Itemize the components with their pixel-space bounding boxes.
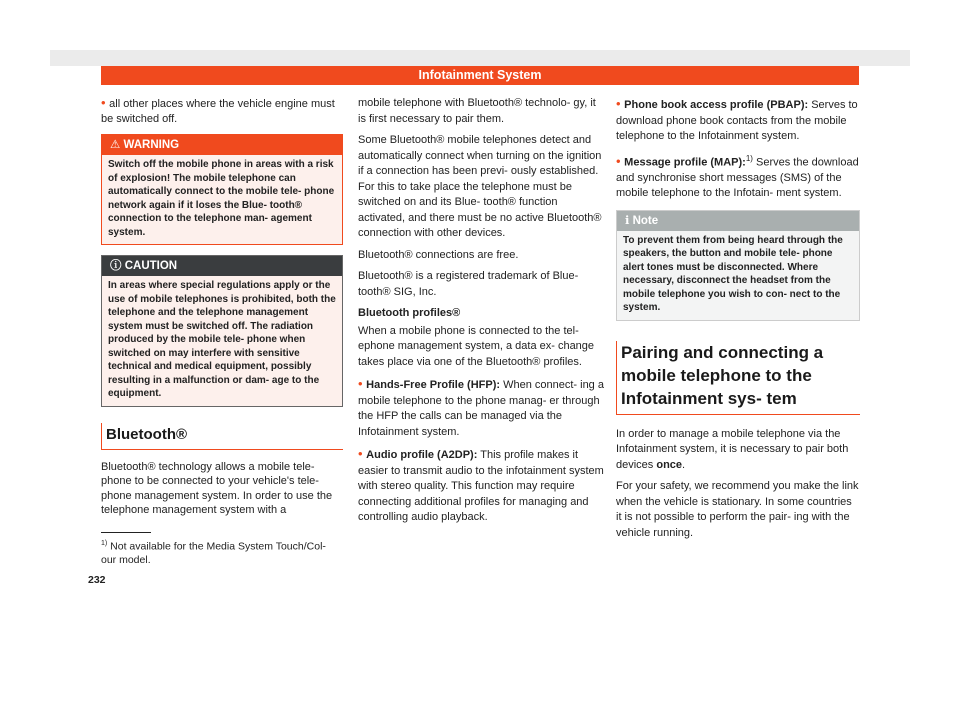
subheading-profiles: Bluetooth profiles® xyxy=(358,307,461,319)
column-3 xyxy=(616,96,860,547)
bullet-item: • all other places where the vehicle engine must be switched off. xyxy=(101,95,335,125)
heading-pairing: Pairing and connecting a mobile telephone to the Infotainment sys- tem xyxy=(616,341,860,415)
section-header: Infotainment System xyxy=(101,66,859,85)
bullet-item-map: • Message profile (MAP):$^{1)}$ Serves the download and synchronise short messages (SMS) of the mobile telephone to the Infotain- ment system. xyxy=(616,153,859,200)
bullet-icon: • xyxy=(616,153,625,169)
bullet-icon: • xyxy=(616,96,625,111)
paragraph: Bluetooth® technology allows a mobile tele- phone to be connected to your vehicle's tele- phone management system. In order to use the telephone management system with a xyxy=(101,460,333,516)
caution-circle-icon: ⓘ xyxy=(110,260,125,272)
caution-box xyxy=(101,255,343,407)
warning-box xyxy=(101,134,343,245)
paragraph: For your safety, we recommend you make the link when the vehicle is stationary. In some countries it is not possible to perform the pair- ing with the vehicle running. xyxy=(616,480,859,539)
info-icon: ℹ xyxy=(625,214,633,227)
paragraph: Bluetooth® connections are free. xyxy=(358,248,519,261)
note-box xyxy=(616,210,860,321)
bullet-item-a2dp: • Audio profile (A2DP): This profile makes it easier to transmit audio to the infotainment system with stereo quality. This function may require connecting additional profiles for managing and controlling audio playback. xyxy=(358,446,604,523)
paragraph: Some Bluetooth® mobile telephones detect and automatically connect when turning on the ignition if a connection has been previ- ously established. For this to take place the telephone must be switched on and its Blue- tooth® function activated, and there must be no active Bluetooth® connection with other devices. xyxy=(358,134,602,239)
footnote-ref[interactable]: 1) xyxy=(745,153,753,163)
column-2 xyxy=(358,96,604,532)
bullet-item-hfp: • Hands-Free Profile (HFP): When connect- ing a mobile telephone to the phone manag- er through the HFP the calls can be managed via the Infotainment system. xyxy=(358,376,604,438)
warning-text: Switch off the mobile phone in areas with a risk of explosion! The mobile telephone can automatically connect to the mobile tele- phone network again if it loses the Blue- tooth® connection to the telephone man- agement system. xyxy=(108,159,335,238)
paragraph: In order to manage a mobile telephone via the Infotainment system, it is necessary to pair both devices once. xyxy=(616,427,849,471)
bullet-icon: • xyxy=(358,446,367,461)
caution-text: In areas where special regulations apply or the use of mobile telephones is prohibited, both the telephone and the telephone management system must be switched off. The radiation produced by the mobile tele- phone when switched on may interfere with sensitive technical and medical equipment, possibly resulting in a malfunction or dam- age to the equipment. xyxy=(108,280,336,399)
paragraph: When a mobile phone is connected to the tel- ephone management system, a data ex- change takes place via one of the Bluetooth® profiles. xyxy=(358,324,595,368)
bullet-icon: • xyxy=(358,376,367,391)
note-text: To prevent them from being heard through the speakers, the button and mobile tele- phone alert tones must be disconnected. Where necessary, disconnect the headset from the mobile telephone you wish to con- nect to the system. xyxy=(623,234,843,314)
bullet-item-pbap: • Phone book access profile (PBAP): Serves to download phone book contacts from the mobile telephone to the Infotainment system. xyxy=(616,96,858,142)
column-1 xyxy=(88,95,343,588)
page-number: 232 xyxy=(88,574,106,586)
paragraph: Bluetooth® is a registered trademark of Blue- tooth® SIG, Inc. xyxy=(358,270,579,298)
warning-triangle-icon: ⚠ xyxy=(110,139,124,151)
paragraph: mobile telephone with Bluetooth® technolo- gy, it is first necessary to pair them. xyxy=(358,97,596,125)
footnote: $^{1)}$ Not available for the Media System Touch/Col- our model. xyxy=(101,539,326,566)
warning-header: ⚠ WARNING xyxy=(102,135,342,155)
heading-bluetooth: Bluetooth® xyxy=(101,423,343,450)
bullet-icon: • xyxy=(101,95,110,110)
note-header: ℹ Note xyxy=(617,211,859,231)
caution-header: ⓘ CAUTION xyxy=(102,256,342,276)
